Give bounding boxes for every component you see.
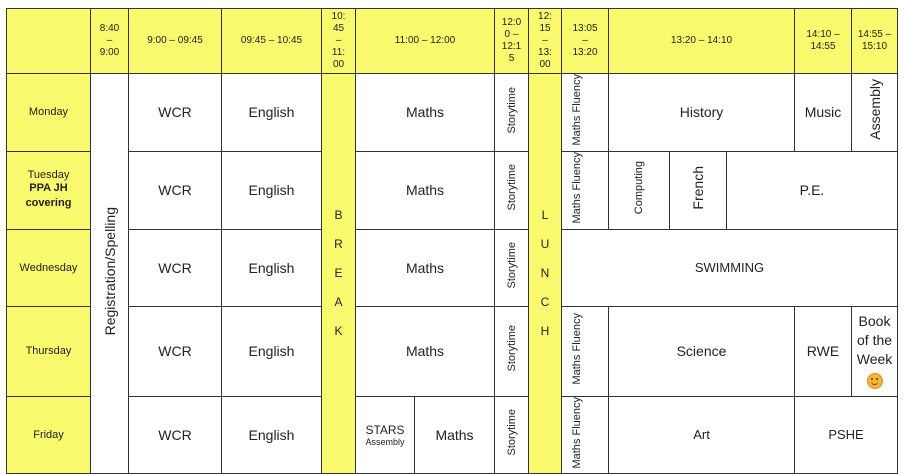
wednesday-wcr: WCR	[129, 229, 222, 306]
monday-assembly: Assembly	[852, 74, 898, 152]
time-storytime: 12:0 0 – 12:1 5	[495, 9, 529, 74]
break-letter: R	[334, 237, 343, 252]
friday-maths: Maths	[415, 396, 495, 474]
time-period-6: 14:55 – 15:10	[852, 9, 898, 74]
lunch-letter: L	[541, 208, 549, 223]
break-letter: A	[334, 295, 343, 310]
time-period-1: 9:00 – 09:45	[129, 9, 222, 74]
wednesday-storytime: Storytime	[495, 229, 529, 306]
tuesday-english: English	[222, 151, 322, 229]
friday-wcr: WCR	[129, 396, 222, 474]
tuesday-storytime: Storytime	[495, 151, 529, 229]
wednesday-maths: Maths	[356, 229, 495, 306]
break-column	[322, 74, 356, 474]
lunch-letter: H	[540, 324, 550, 339]
friday-pshe: PSHE	[795, 396, 898, 474]
friday-maths-fluency: Maths Fluency	[562, 396, 609, 474]
thursday-english: English	[222, 306, 322, 396]
lunch-letter: U	[540, 237, 550, 252]
tuesday-maths-fluency: Maths Fluency	[562, 151, 609, 229]
monday-maths: Maths	[356, 74, 495, 152]
tuesday-computing: Computing	[609, 151, 670, 229]
corner-cell	[7, 9, 91, 74]
day-tuesday-label: Tuesday	[27, 169, 70, 182]
book-of-the-week-label: Book of the Week	[856, 313, 893, 368]
day-friday: Friday	[7, 396, 91, 474]
wednesday-english: English	[222, 229, 322, 306]
tuesday-maths: Maths	[356, 151, 495, 229]
friday-art: Art	[609, 396, 795, 474]
lunch-letter: N	[540, 266, 550, 281]
friday-english: English	[222, 396, 322, 474]
thursday-maths-fluency: Maths Fluency	[562, 306, 609, 396]
monday-music: Music	[795, 74, 852, 152]
time-break: 10: 45 – 11: 00	[322, 9, 356, 74]
time-fluency: 13:05 – 13:20	[562, 9, 609, 74]
break-letter: E	[334, 266, 343, 281]
thursday-storytime: Storytime	[495, 306, 529, 396]
time-lunch: 12: 15 – 13: 00	[529, 9, 562, 74]
registration-spelling: Registration/Spelling	[91, 74, 129, 474]
thursday-wcr: WCR	[129, 306, 222, 396]
time-period-2: 09:45 – 10:45	[222, 9, 322, 74]
thursday-maths: Maths	[356, 306, 495, 396]
time-period-5: 14:10 – 14:55	[795, 9, 852, 74]
day-thursday: Thursday	[7, 306, 91, 396]
tuesday-ppa-note: PPA JH covering	[25, 182, 72, 210]
day-tuesday	[7, 151, 91, 229]
break-letter: K	[334, 324, 343, 339]
friday-storytime: Storytime	[495, 396, 529, 474]
thursday-rwe: RWE	[795, 306, 852, 396]
time-period-4: 13:20 – 14:10	[609, 9, 795, 74]
monday-maths-fluency: Maths Fluency	[562, 74, 609, 152]
thursday-book-of-the-week	[852, 306, 898, 396]
time-registration: 8:40 – 9:00	[91, 9, 129, 74]
tuesday-wcr: WCR	[129, 151, 222, 229]
monday-history: History	[609, 74, 795, 152]
lunch-letter: C	[540, 295, 550, 310]
monday-english: English	[222, 74, 322, 152]
thursday-science: Science	[609, 306, 795, 396]
tuesday-pe: P.E.	[727, 151, 898, 229]
break-letter: B	[334, 208, 343, 223]
stars-sub-label: Assembly	[365, 436, 405, 447]
day-wednesday: Wednesday	[7, 229, 91, 306]
monday-storytime: Storytime	[495, 74, 529, 152]
stars-label: STARS	[365, 422, 405, 437]
wednesday-swimming: SWIMMING	[562, 229, 898, 306]
monday-wcr: WCR	[129, 74, 222, 152]
smiling-face-icon	[867, 373, 883, 389]
day-monday: Monday	[7, 74, 91, 152]
tuesday-french: French	[670, 151, 727, 229]
lunch-column	[529, 74, 562, 474]
time-period-3: 11:00 – 12:00	[356, 9, 495, 74]
timetable	[6, 8, 898, 474]
friday-stars-assembly	[356, 396, 415, 474]
